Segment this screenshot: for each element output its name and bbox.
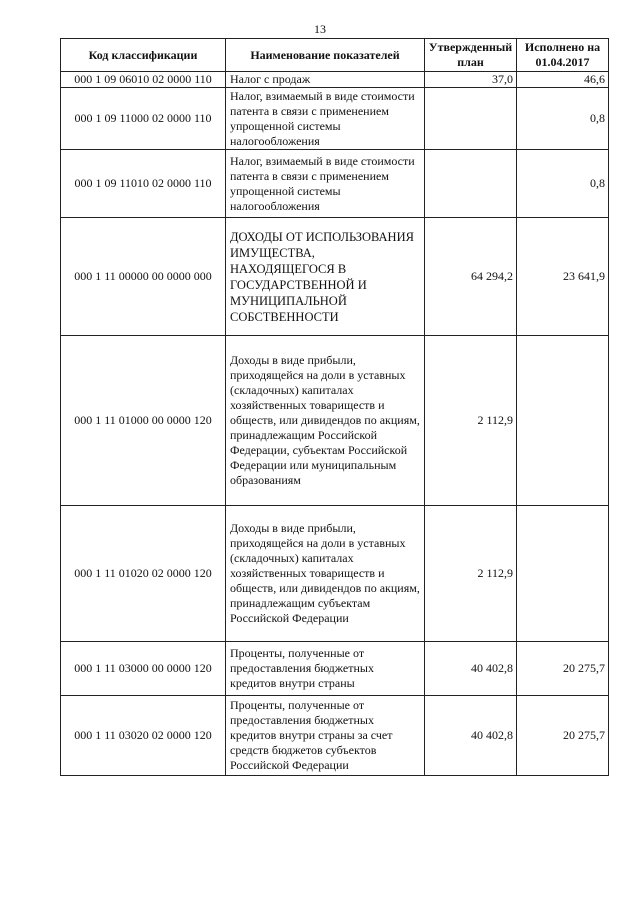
header-plan: Утвержденный план — [425, 39, 517, 72]
table-row — [61, 218, 609, 336]
header-code: Код классификации — [61, 39, 226, 72]
row-done — [517, 506, 609, 642]
row-plan — [425, 150, 517, 218]
row-done — [517, 336, 609, 506]
table-row — [61, 642, 609, 696]
row-done: 0,8 — [517, 150, 609, 218]
row-done: 20 275,7 — [517, 696, 609, 776]
row-code: 000 1 11 00000 00 0000 000 — [61, 218, 226, 336]
row-code: 000 1 11 01000 00 0000 120 — [61, 336, 226, 506]
page-number: 13 — [314, 22, 326, 36]
row-code: 000 1 09 06010 02 0000 110 — [61, 72, 226, 88]
row-done: 20 275,7 — [517, 642, 609, 696]
row-done: 46,6 — [517, 72, 609, 88]
row-name: Доходы в виде прибыли, приходящейся на доли в уставных (складочных) капиталах хозяйственных товариществ и обществ, или дивидендов по акциям, принадлежащим Российской Федерации, субъектам Российской Федерации или муниципальным образованиям — [226, 336, 425, 506]
row-plan — [425, 88, 517, 150]
header-name: Наименование показателей — [226, 39, 425, 72]
row-name: Проценты, полученные от предоставления бюджетных кредитов внутри страны за счет средств бюджетов субъектов Российской Федерации — [226, 696, 425, 776]
row-plan: 40 402,8 — [425, 642, 517, 696]
row-plan: 2 112,9 — [425, 506, 517, 642]
budget-table — [60, 38, 609, 776]
row-plan: 2 112,9 — [425, 336, 517, 506]
row-name: Налог, взимаемый в виде стоимости патента в связи с применением упрощенной системы налогообложения — [226, 88, 425, 150]
row-name: Налог с продаж — [226, 72, 425, 88]
row-plan: 37,0 — [425, 72, 517, 88]
row-plan: 64 294,2 — [425, 218, 517, 336]
row-name: ДОХОДЫ ОТ ИСПОЛЬЗОВАНИЯ ИМУЩЕСТВА, НАХОДЯЩЕГОСЯ В ГОСУДАРСТВЕННОЙ И МУНИЦИПАЛЬНОЙ СОБСТВЕННОСТИ — [226, 218, 425, 336]
header-done: Исполнено на 01.04.2017 — [517, 39, 609, 72]
row-name: Налог, взимаемый в виде стоимости патента в связи с применением упрощенной системы налогообложения — [226, 150, 425, 218]
header-row — [61, 39, 609, 72]
table-row — [61, 506, 609, 642]
table-row — [61, 336, 609, 506]
row-name: Проценты, полученные от предоставления бюджетных кредитов внутри страны — [226, 642, 425, 696]
row-code: 000 1 11 03000 00 0000 120 — [61, 642, 226, 696]
row-code: 000 1 11 01020 02 0000 120 — [61, 506, 226, 642]
table-row — [61, 88, 609, 150]
row-plan: 40 402,8 — [425, 696, 517, 776]
table-row — [61, 72, 609, 88]
table-row — [61, 150, 609, 218]
row-code: 000 1 11 03020 02 0000 120 — [61, 696, 226, 776]
row-code: 000 1 09 11010 02 0000 110 — [61, 150, 226, 218]
row-done: 0,8 — [517, 88, 609, 150]
table-row — [61, 696, 609, 776]
row-code: 000 1 09 11000 02 0000 110 — [61, 88, 226, 150]
row-name: Доходы в виде прибыли, приходящейся на доли в уставных (складочных) капиталах хозяйственных товариществ и обществ, или дивидендов по акциям, принадлежащим субъектам Российской Федерации — [226, 506, 425, 642]
row-done: 23 641,9 — [517, 218, 609, 336]
